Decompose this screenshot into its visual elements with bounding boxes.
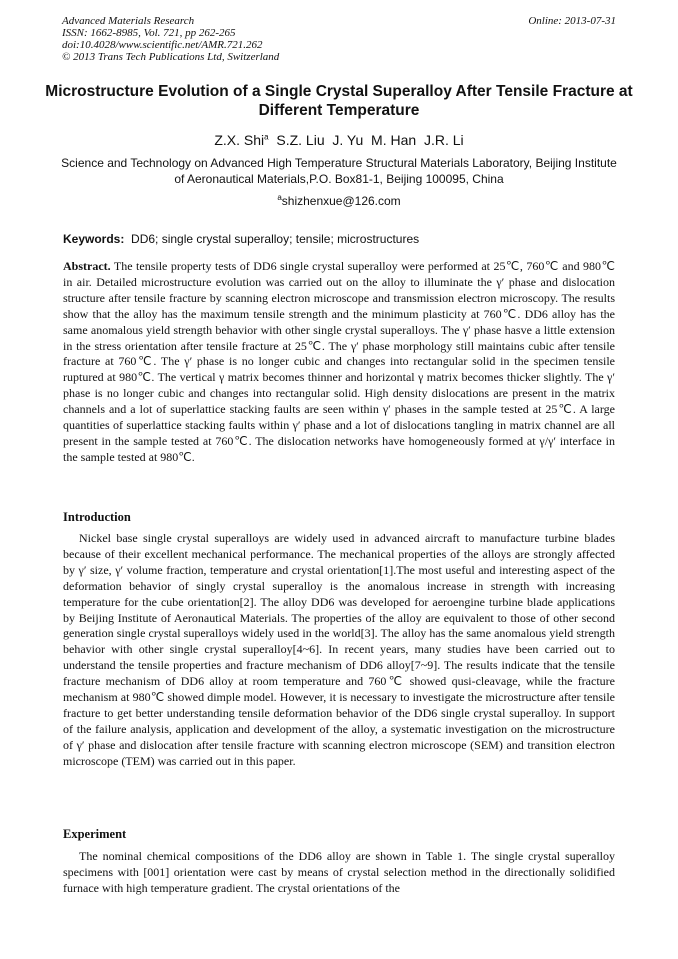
author-email <box>56 193 622 209</box>
experiment-heading: Experiment <box>63 827 127 841</box>
introduction-paragraph: Nickel base single crystal superalloys are widely used in advanced aircraft to manufacture turbine blades because of their excellent mechanical performance. The mechanical properties of the alloys are strongly affected by γ′ size, γ′ volume fraction, temperature and crystal orientation[1].The most useful and interesting aspect of the deformation behavior of singly crystal superalloy is the anomalous increase in strength with increasing temperature for the cube orientation[2]. The alloy DD6 was developed for aeroengine turbine blade applications by Beijing Institute of Aeronautical Materials. The properties of the alloy are equivalent to those of other second generation single crystal superalloys widely used in the world[3]. The alloy has the same anomalous yield strength behavior with other single crystal superalloy[4~6]. In recent years, many studies have been carried out to understand the tensile properties and fracture mechanism of DD6 alloy[7~9]. The results indicate that the tensile fracture mechanism of DD6 alloy at room temperature and 760℃ showed qusi-cleavage, while the fracture mechanism at 980℃ showed dimple model. However, it is necessary to investigate the microstructure after tensile fracture to get better understanding tensile deformation behavior of the DD6 single crystal superalloy. In support of the failure analysis, application and development of the alloy, a systematic investigation on the microstructure of γ′ phase and dislocation after tensile fracture with scanning electron microscope (SEM) and transition electron microscope (TEM) was carried out in this paper. <box>63 531 615 768</box>
online-date: Online: 2013-07-31 <box>528 15 616 27</box>
introduction-heading: Introduction <box>63 510 131 524</box>
abstract <box>63 259 615 466</box>
abstract-text: The tensile property tests of DD6 single crystal superalloy were performed at 25℃, 760℃ and 980℃ in air. Detailed microstructure evolution was carried out on the alloy to illuminate the γ′ phase and dislocation structure after tensile fracture by scanning electron microscope and transmission electron microscopy. The results show that the alloy has the maximum tensile strength and the minimum plasticity at 760℃. DD6 alloy has the same anomalous yield strength behavior with other single crystal superalloys. The γ′ phase hasve a little extension in the stress orientation after tensile fracture at 25℃. The γ′ phase morphology still maintains cubic after tensile fracture at 760℃. The γ′ phase is no longer cubic and changes into rectangular solid in the specimen tensile ruptured at 980℃. The vertical γ matrix becomes thinner and horizontal γ matrix becomes thicker slightly. The γ′ phase is no longer cubic and changes into rectangular solid. High density dislocations are present in the matrix channels and a lot of superlattice stacking faults are seen within γ′ phases in the sample tested at 25℃. A large quantities of superlattice stacking faults within γ′ phase and a lot of dislocations tangling in matrix channel are all present in the sample tested at 760℃. The dislocation networks have homogeneously formed at γ/γ′ interface in the sample tested at 980℃. <box>63 259 615 464</box>
author-list <box>40 132 638 149</box>
journal-header <box>62 15 279 63</box>
author-superscript: a <box>264 132 269 142</box>
keywords-text: DD6; single crystal superalloy; tensile; microstructures <box>124 232 420 246</box>
email-superscript: a <box>277 193 282 202</box>
issn-line: ISSN: 1662-8985, Vol. 721, pp 262-265 <box>62 27 236 39</box>
paper-title: Microstructure Evolution of a Single Crystal Superalloy After Tensile Fracture at Different Temperature <box>45 83 633 119</box>
abstract-label: Abstract. <box>63 259 111 273</box>
keywords <box>63 231 615 247</box>
first-author: Z.X. Shi <box>214 132 265 148</box>
doi-line: doi:10.4028/www.scientific.net/AMR.721.262 <box>62 39 263 51</box>
email-address[interactable]: shizhenxue@126.com <box>281 194 401 208</box>
experiment-paragraph: The nominal chemical compositions of the DD6 alloy are shown in Table 1. The single crystal superalloy specimens with [001] orientation were cast by means of crystal selection method in the directionally solidified furnace with high temperature gradient. The crystal orientations of the <box>63 849 615 895</box>
affiliation: Science and Technology on Advanced High Temperature Structural Materials Laboratory, Beijing Institute of Aeronautical Materials,P.O. Box81-1, Beijing 100095, China <box>61 156 617 186</box>
journal-name: Advanced Materials Research <box>62 15 195 27</box>
other-authors: S.Z. Liu J. Yu M. Han J.R. Li <box>268 132 464 148</box>
keywords-label: Keywords: <box>63 232 125 246</box>
copyright-line: © 2013 Trans Tech Publications Ltd, Switzerland <box>62 51 280 63</box>
